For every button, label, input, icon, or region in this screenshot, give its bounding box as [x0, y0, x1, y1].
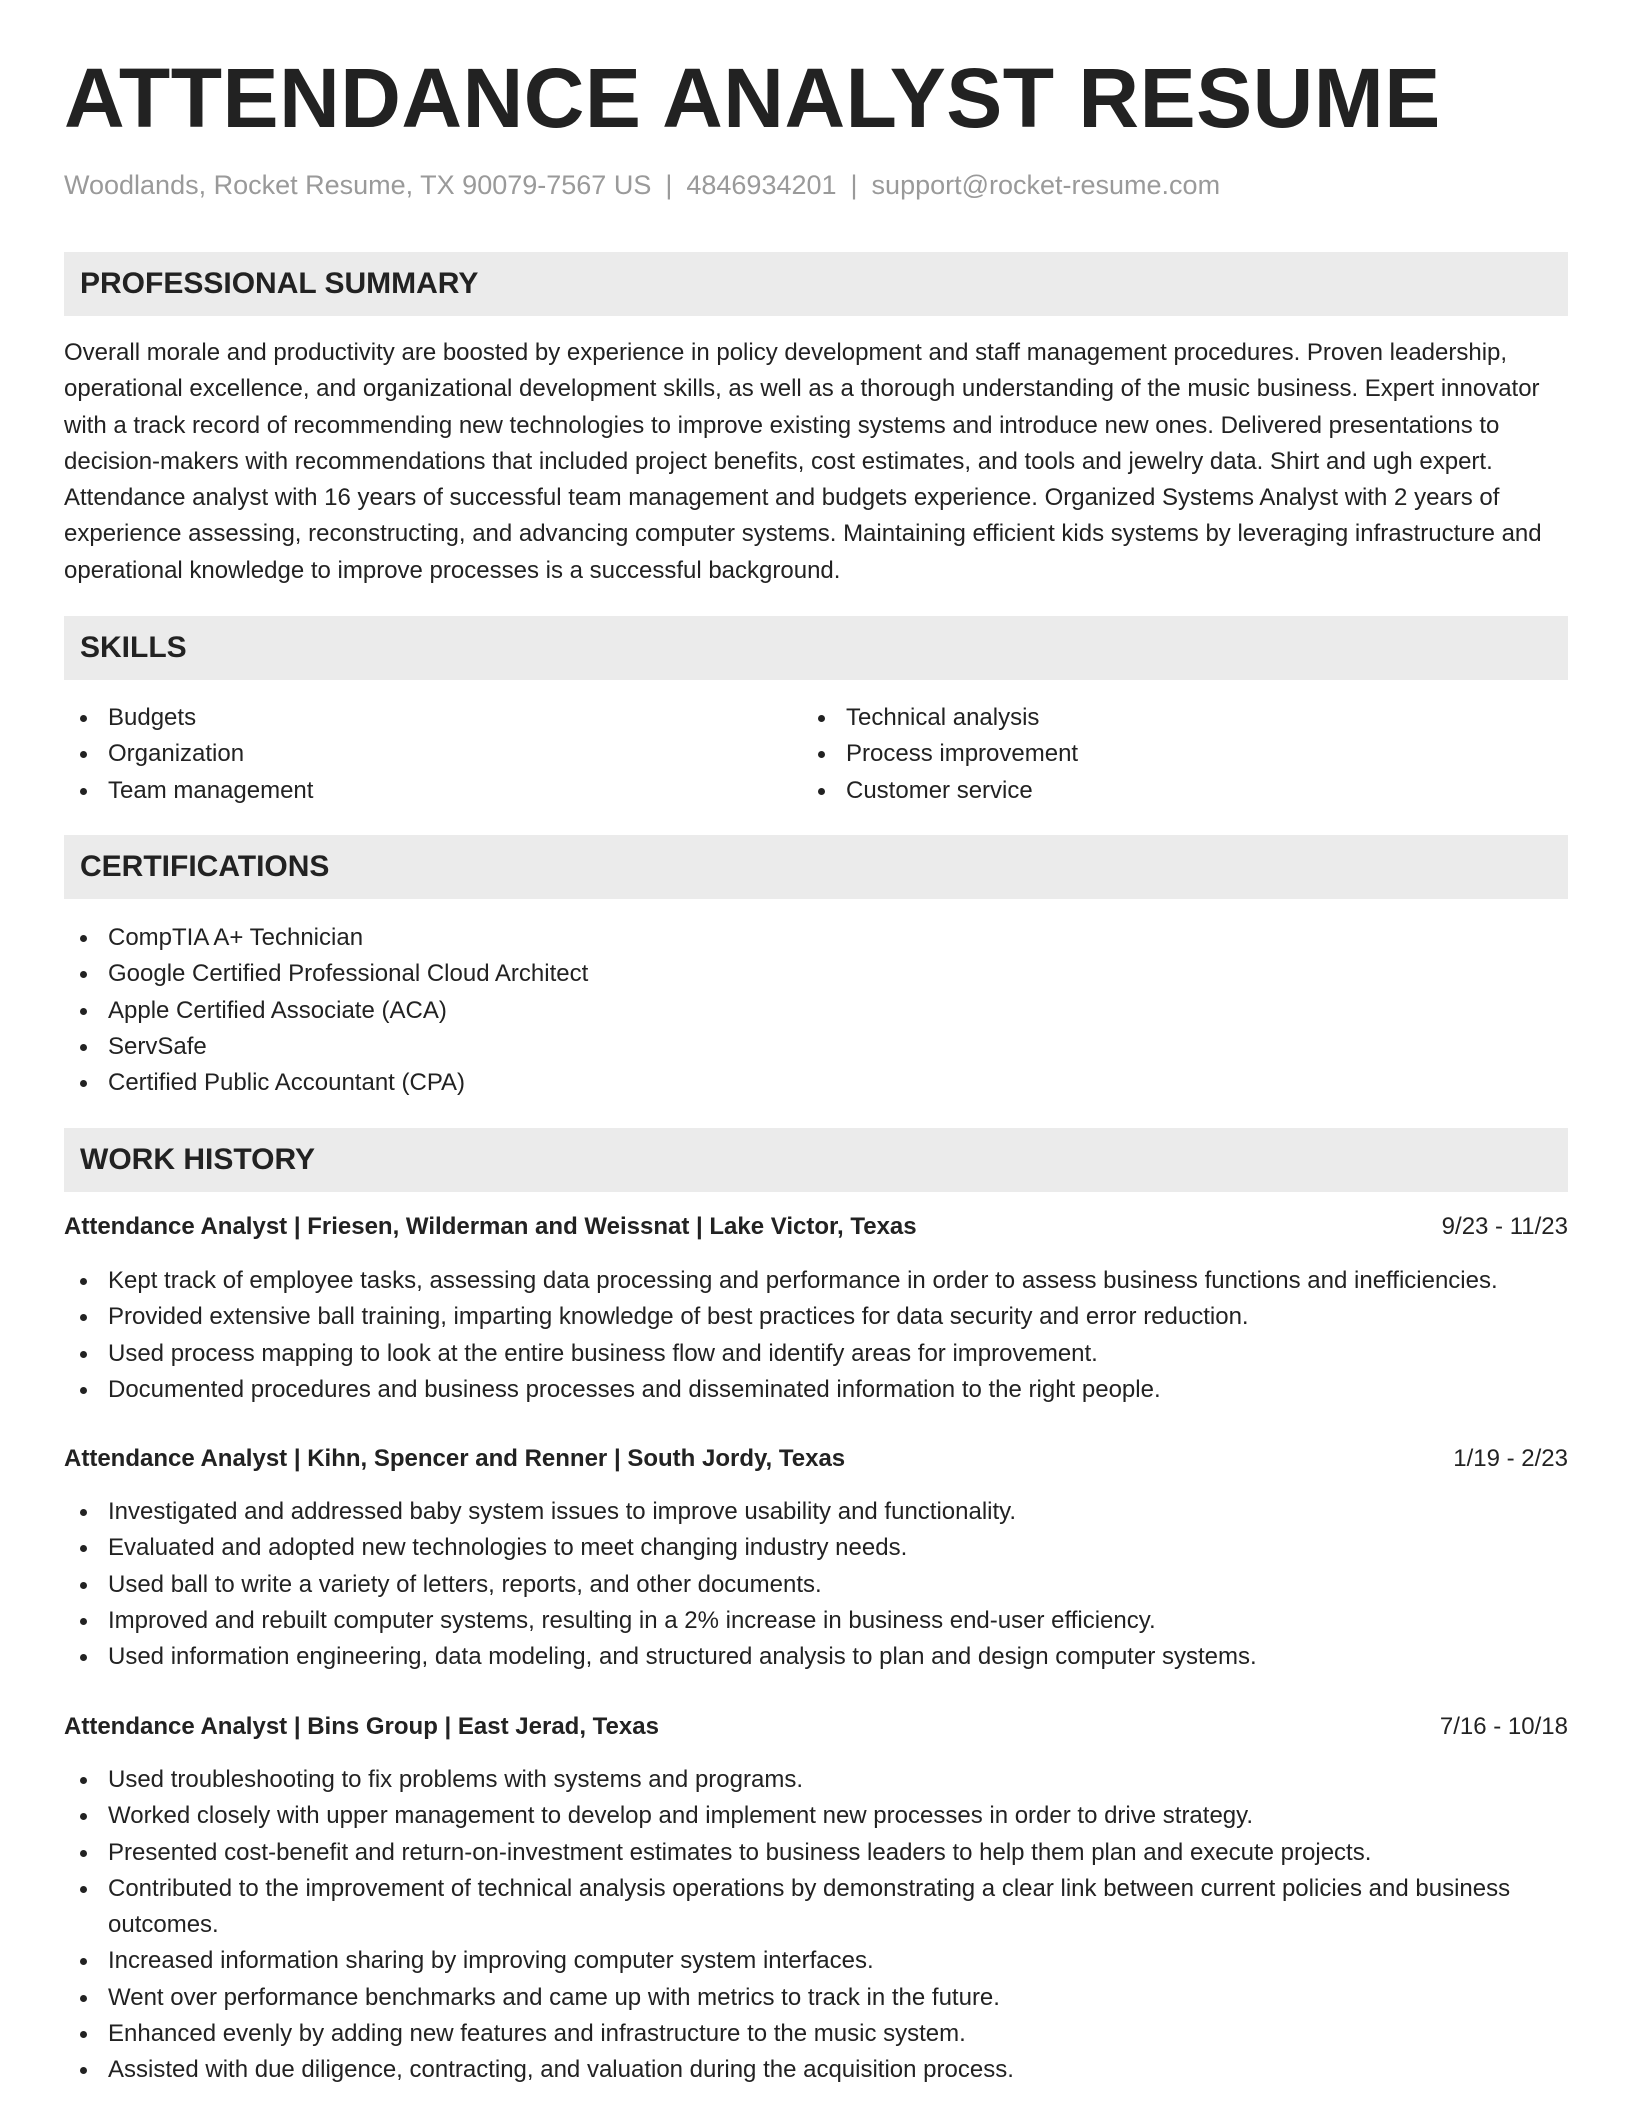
job-title: Attendance Analyst | Friesen, Wilderman and Weissnat | Lake Victor, Texas — [64, 1213, 917, 1240]
skill-item: Organization — [64, 736, 804, 772]
job-dates: 1/19 - 2/23 — [1453, 1445, 1568, 1472]
certification-item: ServSafe — [64, 1029, 1568, 1065]
job-bullet: Enhanced evenly by adding new features and infrastructure to the music system. — [64, 2016, 1568, 2052]
job-header — [64, 1211, 1568, 1243]
contact-email: support@rocket-resume.com — [871, 170, 1221, 200]
job-title: Attendance Analyst | Bins Group | East Jerad, Texas — [64, 1713, 659, 1740]
job-bullet: Assisted with due diligence, contracting, and valuation during the acquisition process. — [64, 2052, 1568, 2088]
job-bullet: Worked closely with upper management to develop and implement new processes in order to drive strategy. — [64, 1798, 1568, 1834]
certification-item: CompTIA A+ Technician — [64, 920, 1568, 956]
section-heading-certifications: CERTIFICATIONS — [64, 835, 1568, 899]
skill-item: Team management — [64, 773, 804, 809]
job-bullet: Used ball to write a variety of letters, reports, and other documents. — [64, 1567, 1568, 1603]
job-bullet: Used process mapping to look at the entire business flow and identify areas for improvement. — [64, 1336, 1568, 1372]
job-header — [64, 1443, 1568, 1475]
contact-line — [64, 168, 1220, 203]
job-bullet: Increased information sharing by improving computer system interfaces. — [64, 1943, 1568, 1979]
job-bullet: Documented procedures and business processes and disseminated information to the right people. — [64, 1372, 1568, 1408]
job-bullets — [64, 1494, 1568, 1675]
summary-text: Overall morale and productivity are boosted by experience in policy development and staff management procedures. Proven leadership, operational excellence, and organizational development skills, as well as a thorough understanding of the music business. Expert innovator with a track record of recommending new technologies to improve existing systems and introduce new ones. Delivered presentations to decision-makers with recommendations that included project benefits, cost estimates, and tools and jewelry data. Shirt and ugh expert. Attendance analyst with 16 years of successful team management and budgets experience. Organized Systems Analyst with 2 years of experience assessing, reconstructing, and advancing computer systems. Maintaining efficient kids systems by leveraging infrastructure and operational knowledge to improve processes is a successful background. — [64, 339, 1542, 584]
certification-item: Certified Public Accountant (CPA) — [64, 1065, 1568, 1101]
job-bullet: Provided extensive ball training, imparting knowledge of best practices for data security and error reduction. — [64, 1299, 1568, 1335]
job-bullet: Improved and rebuilt computer systems, resulting in a 2% increase in business end-user efficiency. — [64, 1603, 1568, 1639]
skill-item: Customer service — [802, 773, 1542, 809]
certification-item: Apple Certified Associate (ACA) — [64, 993, 1568, 1029]
certifications-list — [64, 920, 1568, 1101]
job-bullets — [64, 1263, 1568, 1408]
section-heading-work-history: WORK HISTORY — [64, 1128, 1568, 1192]
contact-separator: | — [665, 170, 673, 200]
job-dates: 9/23 - 11/23 — [1441, 1213, 1568, 1240]
job-bullet: Investigated and addressed baby system issues to improve usability and functionality. — [64, 1494, 1568, 1530]
job-bullets — [64, 1762, 1568, 2089]
contact-address: Woodlands, Rocket Resume, TX 90079-7567 US — [64, 170, 652, 200]
job-header — [64, 1711, 1568, 1743]
skill-item: Technical analysis — [802, 700, 1542, 736]
job-dates: 7/16 - 10/18 — [1439, 1713, 1568, 1740]
skill-item: Budgets — [64, 700, 804, 736]
job-bullet: Presented cost-benefit and return-on-investment estimates to business leaders to help them plan and execute projects. — [64, 1835, 1568, 1871]
job-bullet: Used information engineering, data modeling, and structured analysis to plan and design computer systems. — [64, 1639, 1568, 1675]
job-bullet: Evaluated and adopted new technologies to meet changing industry needs. — [64, 1530, 1568, 1566]
skills-list-left — [64, 700, 804, 809]
contact-separator: | — [850, 170, 858, 200]
certification-item: Google Certified Professional Cloud Architect — [64, 956, 1568, 992]
job-bullet: Kept track of employee tasks, assessing data processing and performance in order to assess business functions and inefficiencies. — [64, 1263, 1568, 1299]
section-heading-summary: PROFESSIONAL SUMMARY — [64, 252, 1568, 316]
resume-title: ATTENDANCE ANALYST RESUME — [64, 51, 1441, 145]
job-title: Attendance Analyst | Kihn, Spencer and Renner | South Jordy, Texas — [64, 1445, 846, 1472]
skills-list-right — [802, 700, 1542, 809]
contact-phone: 4846934201 — [686, 170, 837, 200]
job-bullet: Contributed to the improvement of technical analysis operations by demonstrating a clear link between current policies and business outcomes. — [64, 1871, 1568, 1944]
skill-item: Process improvement — [802, 736, 1542, 772]
section-heading-skills: SKILLS — [64, 616, 1568, 680]
job-bullet: Went over performance benchmarks and came up with metrics to track in the future. — [64, 1980, 1568, 2016]
job-bullet: Used troubleshooting to fix problems with systems and programs. — [64, 1762, 1568, 1798]
